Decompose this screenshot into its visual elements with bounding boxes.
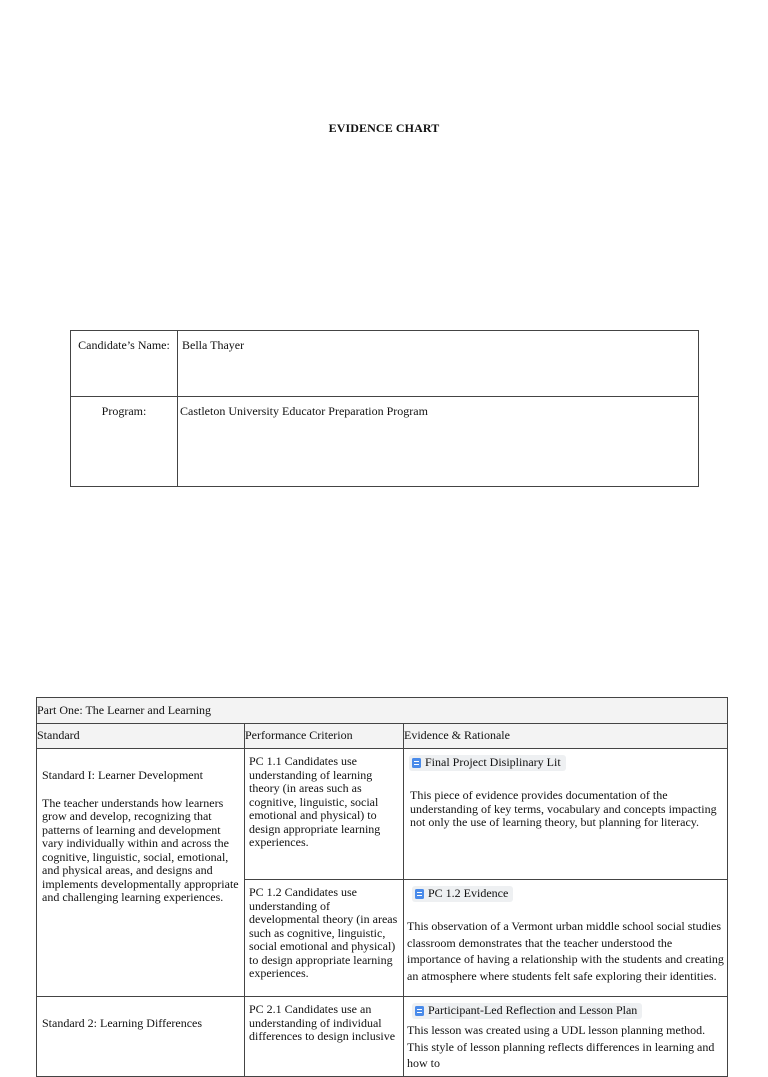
program-label: Program:: [101, 404, 147, 418]
criterion-cell: PC 2.1 Candidates use an understanding of individual differences to design inclusive: [245, 997, 404, 1077]
evidence-link-chip[interactable]: [412, 1003, 642, 1019]
column-header-standard: Standard: [37, 724, 245, 749]
evidence-cell: [404, 880, 728, 997]
evidence-cell: [404, 749, 728, 880]
evidence-link-label: Final Project Disiplinary Lit: [425, 755, 561, 769]
evidence-rationale: This piece of evidence provides documentation of the understanding of key terms, vocabulary and concepts impacting not only the use of learning theory, but planning for literacy.: [410, 788, 717, 830]
google-doc-icon: [415, 1006, 424, 1016]
standard-description: The teacher understands how learners grow and develop, recognizing that patterns of learning and development vary individually within and across the cognitive, linguistic, social, emotional, and physical areas, and designs and implements developmentally appropriate and challenging learning experiences.: [42, 795, 239, 904]
evidence-rationale: This observation of a Vermont urban middle school social studies classroom demonstrates that the teacher understood the importance of having a relationship with the students and creating an atmosphere where students felt safe exploring their identities.: [407, 919, 724, 983]
table-row: [37, 997, 728, 1077]
section-header-row: [37, 698, 728, 724]
evidence-link-chip[interactable]: [409, 755, 566, 771]
program-value: Castleton University Educator Preparation Program: [180, 404, 428, 418]
evidence-table: [36, 697, 728, 1077]
standard-cell: [37, 997, 245, 1077]
standard-cell: [37, 749, 245, 997]
google-doc-icon: [415, 889, 424, 899]
evidence-link-label: PC 1.2 Evidence: [428, 886, 509, 900]
column-header-criterion: Performance Criterion: [245, 724, 404, 749]
evidence-link-label: Participant-Led Reflection and Lesson Plan: [428, 1003, 638, 1017]
criterion-cell: PC 1.1 Candidates use understanding of learning theory (in areas such as cognitive, linguistic, social emotional and physical) to design appropriate learning experiences.: [245, 749, 404, 880]
standard-name: Standard 2: Learning Differences: [42, 1016, 203, 1030]
candidate-name-value: Bella Thayer: [182, 338, 245, 352]
candidate-info-table: [70, 330, 699, 487]
evidence-link-chip[interactable]: [412, 886, 513, 902]
program-row: [71, 397, 699, 487]
google-doc-icon: [412, 758, 421, 768]
section-title: Part One: The Learner and Learning: [37, 698, 728, 724]
candidate-name-label: Candidate’s Name:: [78, 338, 170, 352]
table-row: [37, 749, 728, 880]
criterion-cell: PC 1.2 Candidates use understanding of developmental theory (in areas such as cognitive, linguistic, social emotional and physical) to design appropriate learning experiences.: [245, 880, 404, 997]
column-header-row: [37, 724, 728, 749]
standard-name: Standard I: Learner Development: [42, 768, 203, 782]
candidate-name-row: [71, 331, 699, 397]
page-title: EVIDENCE CHART: [328, 121, 440, 135]
evidence-cell: [404, 997, 728, 1077]
column-header-evidence: Evidence & Rationale: [404, 724, 728, 749]
evidence-rationale: This lesson was created using a UDL lesson planning method. This style of lesson planning reflects differences in learning and how to: [407, 1023, 715, 1071]
